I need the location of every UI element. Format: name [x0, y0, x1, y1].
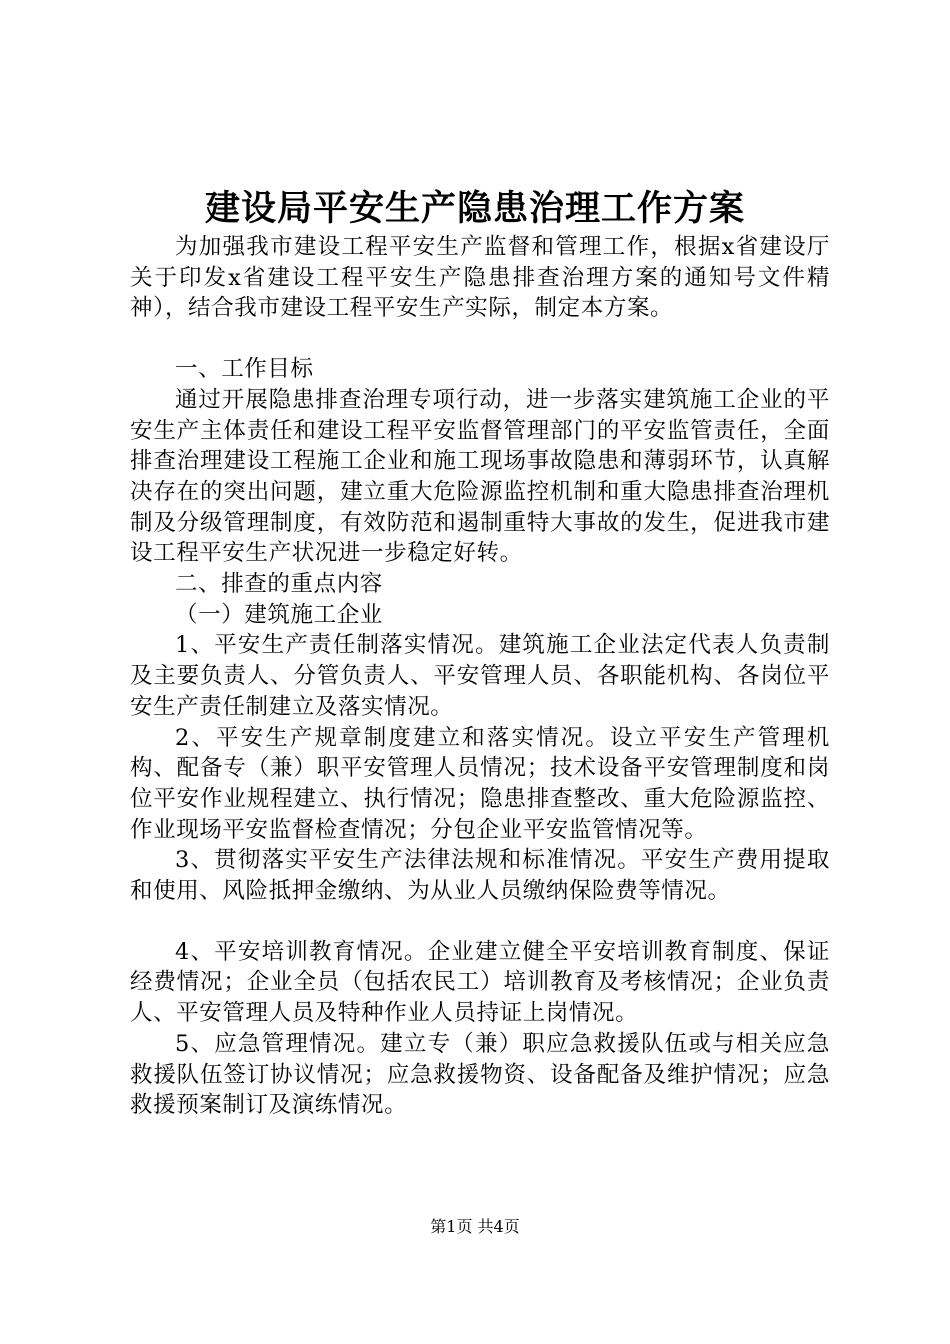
- item-1-paragraph: 1、平安生产责任制落实情况。建筑施工企业法定代表人负责制及主要负责人、分管负责人、平安管理人员、各职能机构、各岗位平安生产责任制建立及落实情况。: [130, 632, 830, 720]
- paragraph-gap: [130, 907, 830, 937]
- document-title: 建设局平安生产隐患治理工作方案: [204, 189, 745, 229]
- page-footer: 第1页 共4页: [430, 1217, 520, 1236]
- item-3-paragraph: 3、贯彻落实平安生产法律法规和标准情况。平安生产费用提取和使用、风险抵押金缴纳、为从业人员缴纳保险费等情况。: [130, 847, 830, 905]
- section-heading-goals: 一、工作目标: [175, 356, 314, 383]
- intro-paragraph: 为加强我市建设工程平安生产监督和管理工作，根据x省建设厅关于印发x省建设工程平安生产隐患排查治理方案的通知号文件精神），结合我市建设工程平安生产实际，制定本方案。: [130, 234, 830, 322]
- paragraph-gap: [130, 324, 830, 354]
- item-5-paragraph: 5、应急管理情况。建立专（兼）职应急救援队伍或与相关应急救援队伍签订协议情况；应急救援物资、设备配备及维护情况；应急救援预案制订及演练情况。: [130, 1030, 830, 1119]
- item-4-paragraph: 4、平安培训教育情况。企业建立健全平安培训教育制度、保证经费情况；企业全员（包括农民工）培训教育及考核情况；企业负责人、平安管理人员及特种作业人员持证上岗情况。: [130, 938, 830, 1027]
- goals-paragraph: 通过开展隐患排查治理专项行动，进一步落实建筑施工企业的平安生产主体责任和建设工程平安监督管理部门的平安监管责任，全面排查治理建设工程施工企业和施工现场事故隐患和薄弱环节，认真解决存在的突出问题，建立重大危险源监控机制和重大隐患排查治理机制及分级管理制度，有效防范和遏制重特大事故的发生，促进我市建设工程平安生产状况进一步稳定好转。: [130, 386, 830, 567]
- subsection-heading-construction-enterprises: （一）建筑施工企业: [175, 601, 383, 628]
- section-heading-key-content: 二、排查的重点内容: [175, 571, 383, 598]
- document-body: [130, 232, 830, 1121]
- item-2-paragraph: 2、平安生产规章制度建立和落实情况。设立平安生产管理机构、配备专（兼）职平安管理人员情况；技术设备平安管理制度和岗位平安作业规程建立、执行情况；隐患排查整改、重大危险源监控、作业现场平安监督检查情况；分包企业平安监管情况等。: [130, 724, 830, 843]
